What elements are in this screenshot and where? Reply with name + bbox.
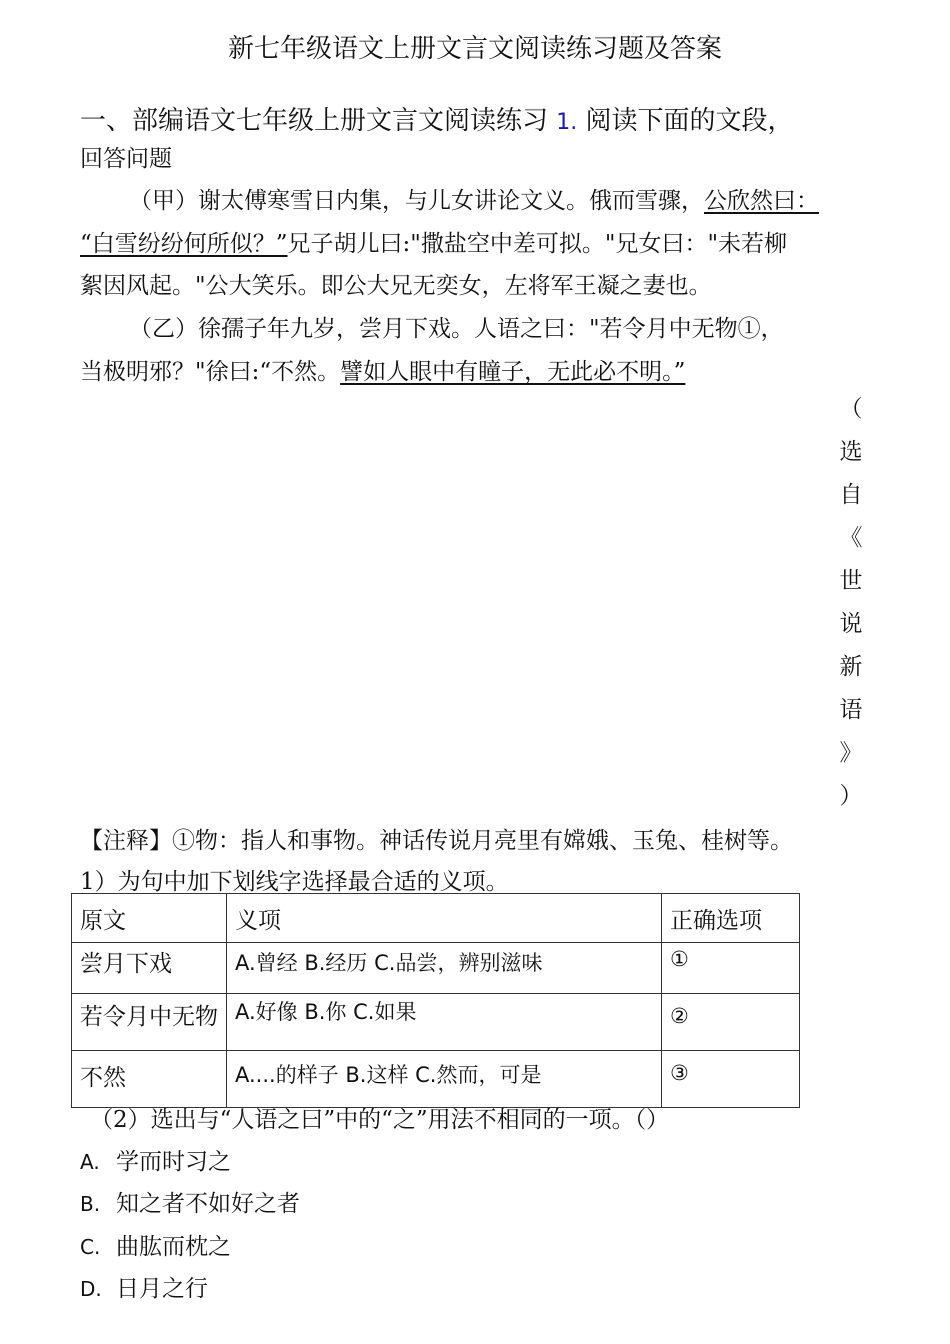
source-char: 语 [839,697,863,723]
passage-yi-underlined: 譬如人眼中有瞳子，无此必不明。” [340,359,686,385]
passage-jia-line-1 [129,182,819,215]
table-row [72,943,800,994]
passage-yi-line-1: （乙）徐孺子年九岁，尝月下戏。人语之曰："若令月中无物①， [129,316,784,342]
table-header-cell: 义项 [227,894,662,943]
section-heading-text: 一、部编语文七年级上册文言文阅读练习 [80,106,549,136]
table-row [72,994,800,1051]
passage-jia-underlined-2: “白雪纷纷何所似？” [80,231,288,257]
table-cell-original: 若令月中无物 [72,994,227,1051]
source-char: 新 [839,654,863,680]
passage-jia-line-2 [80,225,787,258]
choice-letter: D. [80,1277,102,1301]
choice-text: 曲肱而枕之 [116,1234,231,1260]
passage-yi-line-2-text: 当极明邪？"徐曰:“不然。 [80,359,341,385]
question-1-prompt: 1）为句中加下划线字选择最合适的义项。 [80,869,509,895]
source-char: （ [839,396,863,422]
source-char: 选 [839,439,863,465]
source-char: ） [839,783,863,809]
passage-jia-line-3: 絮因风起。"公大笑乐。即公大兄无奕女，左将军王凝之妻也。 [80,273,712,299]
section-instruction-cont: 回答问题 [80,146,172,172]
document-title: 新七年级语文上册文言文阅读练习题及答案 [227,34,722,64]
annotation: 【注释】①物：指人和事物。神话传说月亮里有嫦娥、玉兔、桂树等。 [80,828,793,854]
question-number: 1. [556,110,578,135]
choice-d [80,1270,208,1303]
source-char: 《 [839,525,863,551]
table-cell-answer: ③ [662,1051,800,1108]
table-cell-original: 不然 [72,1051,227,1108]
choice-c [80,1228,231,1261]
table-cell-meanings: A.曾经 B.经历 C.品尝，辨别滋味 [227,943,662,994]
choice-a [80,1143,231,1176]
table-row [72,1051,800,1108]
table-cell-original: 尝月下戏 [72,943,227,994]
choice-letter: C. [80,1235,101,1259]
table-cell-meanings: A.好像 B.你 C.如果 [227,994,662,1051]
source-char: 自 [839,482,863,508]
source-citation [838,388,864,818]
table-header-cell: 正确选项 [662,894,800,943]
table-header-row [72,894,800,943]
table-header-cell: 原文 [72,894,227,943]
choice-letter: A. [80,1150,100,1174]
table-cell-meanings: A....的样子 B.这样 C.然而，可是 [227,1051,662,1108]
table-cell-answer: ① [662,943,800,994]
section-heading [80,100,794,137]
table-cell-answer: ② [662,994,800,1051]
passage-jia-underlined-1: 公欣然曰： [704,188,819,214]
source-char: 说 [839,611,863,637]
options-table [71,893,800,1108]
source-char: 》 [839,740,863,766]
section-instruction: 阅读下面的文段， [585,106,794,136]
passage-jia-line-2-text: 兄子胡儿曰:"撒盐空中差可拟。"兄女曰："未若柳 [287,231,788,257]
choice-text: 学而时习之 [116,1149,231,1175]
source-char: 世 [839,568,863,594]
choice-text: 知之者不如好之者 [116,1191,300,1217]
question-2-prompt: （2）选出与“人语之曰”中的“之”用法不相同的一项。（） [90,1107,670,1133]
choice-letter: B. [80,1192,101,1216]
choice-text: 日月之行 [116,1276,208,1302]
passage-yi-line-2 [80,353,685,386]
choice-b [80,1185,300,1218]
passage-jia-line-1-text: （甲）谢太傅寒雪日内集，与儿女讲论文义。俄而雪骤， [129,188,704,214]
